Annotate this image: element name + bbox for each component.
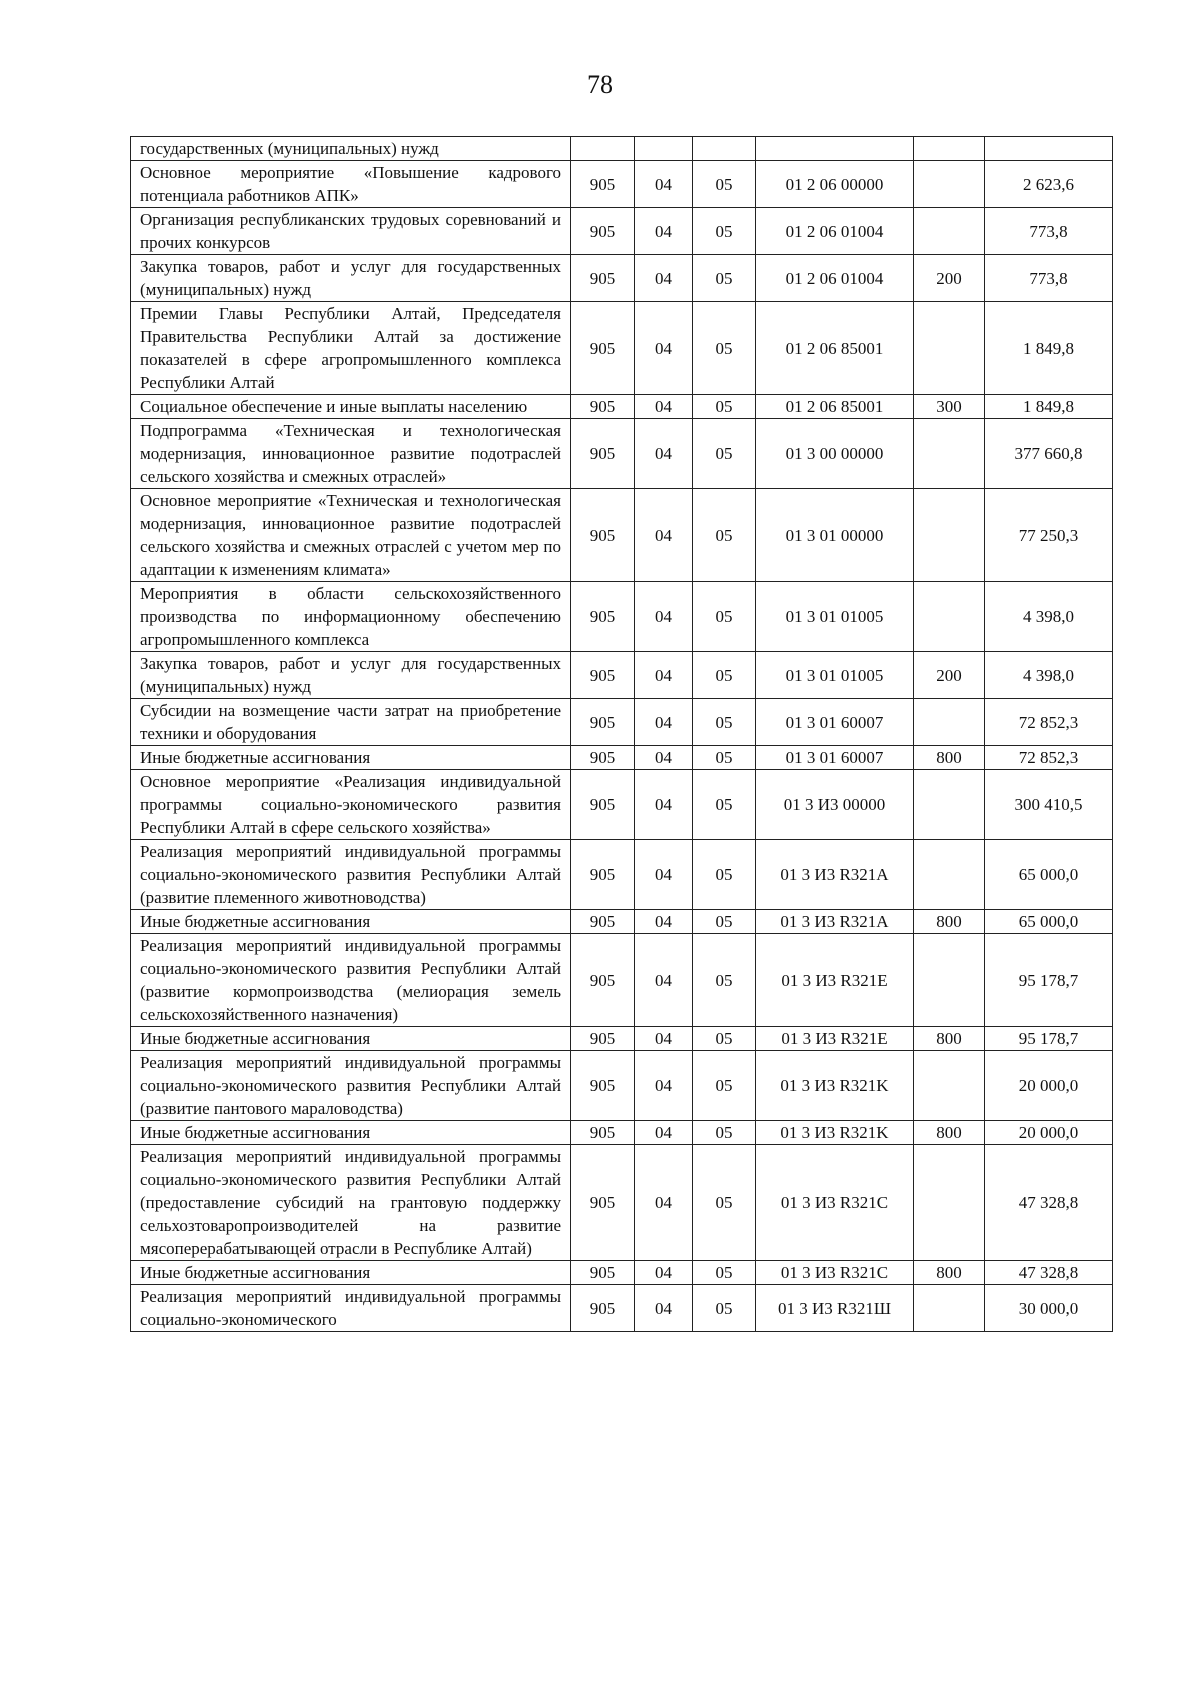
- row-name-cell: государственных (муниципальных) нужд: [131, 137, 571, 161]
- subsection-code-cell: 05: [693, 934, 756, 1027]
- expense-type-cell: [914, 489, 985, 582]
- table-row: [131, 208, 1113, 255]
- grbs-code-cell: 905: [571, 1051, 635, 1121]
- subsection-code-cell: 05: [693, 1051, 756, 1121]
- amount-cell: 65 000,0: [985, 910, 1113, 934]
- amount-cell: 47 328,8: [985, 1261, 1113, 1285]
- section-code-cell: 04: [635, 1027, 693, 1051]
- row-name-cell: Реализация мероприятий индивидуальной программы социально-экономического развития Республики Алтай (развитие племенного животноводства): [131, 840, 571, 910]
- row-name-cell: Реализация мероприятий индивидуальной программы социально-экономического: [131, 1285, 571, 1332]
- subsection-code-cell: 05: [693, 1121, 756, 1145]
- expense-type-cell: [914, 934, 985, 1027]
- expense-type-cell: [914, 582, 985, 652]
- expense-type-cell: 800: [914, 1027, 985, 1051]
- expense-type-cell: [914, 1145, 985, 1261]
- table-row: [131, 489, 1113, 582]
- expense-type-cell: 200: [914, 652, 985, 699]
- section-code-cell: 04: [635, 746, 693, 770]
- expense-type-cell: 200: [914, 255, 985, 302]
- expense-type-cell: [914, 1285, 985, 1332]
- section-code-cell: 04: [635, 1261, 693, 1285]
- expense-type-cell: [914, 302, 985, 395]
- target-article-cell: 01 3 И3 R321A: [756, 840, 914, 910]
- target-article-cell: 01 2 06 85001: [756, 395, 914, 419]
- budget-table-body: [131, 137, 1113, 1332]
- subsection-code-cell: 05: [693, 1145, 756, 1261]
- amount-cell: 30 000,0: [985, 1285, 1113, 1332]
- target-article-cell: [756, 137, 914, 161]
- grbs-code-cell: 905: [571, 910, 635, 934]
- page-number: 78: [587, 70, 613, 99]
- target-article-cell: 01 3 И3 R321E: [756, 934, 914, 1027]
- amount-cell: 47 328,8: [985, 1145, 1113, 1261]
- subsection-code-cell: 05: [693, 208, 756, 255]
- row-name-cell: Реализация мероприятий индивидуальной программы социально-экономического развития Республики Алтай (предоставление субсидий на грантовую поддержку сельхозтоваропроизводителей на развитие мясоперерабатывающей отрасли в Республике Алтай): [131, 1145, 571, 1261]
- grbs-code-cell: 905: [571, 770, 635, 840]
- subsection-code-cell: 05: [693, 419, 756, 489]
- subsection-code-cell: 05: [693, 746, 756, 770]
- subsection-code-cell: 05: [693, 699, 756, 746]
- row-name-cell: Иные бюджетные ассигнования: [131, 746, 571, 770]
- section-code-cell: 04: [635, 840, 693, 910]
- target-article-cell: 01 2 06 01004: [756, 255, 914, 302]
- subsection-code-cell: 05: [693, 1285, 756, 1332]
- amount-cell: 95 178,7: [985, 934, 1113, 1027]
- row-name-cell: Реализация мероприятий индивидуальной программы социально-экономического развития Республики Алтай (развитие пантового мараловодства): [131, 1051, 571, 1121]
- subsection-code-cell: 05: [693, 652, 756, 699]
- amount-cell: 72 852,3: [985, 699, 1113, 746]
- grbs-code-cell: [571, 137, 635, 161]
- subsection-code-cell: 05: [693, 770, 756, 840]
- target-article-cell: 01 2 06 00000: [756, 161, 914, 208]
- table-row: [131, 699, 1113, 746]
- grbs-code-cell: 905: [571, 255, 635, 302]
- expense-type-cell: [914, 840, 985, 910]
- grbs-code-cell: 905: [571, 1121, 635, 1145]
- table-row: [131, 910, 1113, 934]
- amount-cell: 4 398,0: [985, 582, 1113, 652]
- grbs-code-cell: 905: [571, 489, 635, 582]
- table-row: [131, 582, 1113, 652]
- table-row: [131, 137, 1113, 161]
- amount-cell: 95 178,7: [985, 1027, 1113, 1051]
- subsection-code-cell: 05: [693, 910, 756, 934]
- expense-type-cell: 800: [914, 910, 985, 934]
- row-name-cell: Иные бюджетные ассигнования: [131, 910, 571, 934]
- grbs-code-cell: 905: [571, 1285, 635, 1332]
- target-article-cell: 01 3 И3 R321C: [756, 1145, 914, 1261]
- grbs-code-cell: 905: [571, 208, 635, 255]
- expense-type-cell: [914, 1051, 985, 1121]
- section-code-cell: 04: [635, 302, 693, 395]
- expense-type-cell: [914, 208, 985, 255]
- amount-cell: 1 849,8: [985, 395, 1113, 419]
- section-code-cell: 04: [635, 770, 693, 840]
- section-code-cell: 04: [635, 1145, 693, 1261]
- grbs-code-cell: 905: [571, 161, 635, 208]
- row-name-cell: Основное мероприятие «Реализация индивидуальной программы социально-экономического развития Республики Алтай в сфере сельского хозяйства»: [131, 770, 571, 840]
- table-row: [131, 840, 1113, 910]
- target-article-cell: 01 3 И3 00000: [756, 770, 914, 840]
- grbs-code-cell: 905: [571, 1027, 635, 1051]
- amount-cell: 65 000,0: [985, 840, 1113, 910]
- row-name-cell: Иные бюджетные ассигнования: [131, 1027, 571, 1051]
- target-article-cell: 01 3 И3 R321C: [756, 1261, 914, 1285]
- section-code-cell: 04: [635, 1121, 693, 1145]
- grbs-code-cell: 905: [571, 652, 635, 699]
- expense-type-cell: 800: [914, 1261, 985, 1285]
- row-name-cell: Закупка товаров, работ и услуг для государственных (муниципальных) нужд: [131, 652, 571, 699]
- table-row: [131, 395, 1113, 419]
- target-article-cell: 01 3 И3 R321K: [756, 1121, 914, 1145]
- amount-cell: 377 660,8: [985, 419, 1113, 489]
- target-article-cell: 01 3 00 00000: [756, 419, 914, 489]
- grbs-code-cell: 905: [571, 419, 635, 489]
- table-row: [131, 770, 1113, 840]
- section-code-cell: 04: [635, 255, 693, 302]
- row-name-cell: Мероприятия в области сельскохозяйственного производства по информационному обеспечению агропромышленного комплекса: [131, 582, 571, 652]
- expense-type-cell: [914, 699, 985, 746]
- subsection-code-cell: 05: [693, 1027, 756, 1051]
- amount-cell: 20 000,0: [985, 1051, 1113, 1121]
- table-row: [131, 1285, 1113, 1332]
- table-row: [131, 1261, 1113, 1285]
- amount-cell: 4 398,0: [985, 652, 1113, 699]
- table-row: [131, 1027, 1113, 1051]
- subsection-code-cell: [693, 137, 756, 161]
- row-name-cell: Подпрограмма «Техническая и технологическая модернизация, инновационное развитие подотраслей сельского хозяйства и смежных отраслей»: [131, 419, 571, 489]
- amount-cell: 1 849,8: [985, 302, 1113, 395]
- section-code-cell: 04: [635, 582, 693, 652]
- grbs-code-cell: 905: [571, 746, 635, 770]
- section-code-cell: 04: [635, 419, 693, 489]
- section-code-cell: 04: [635, 934, 693, 1027]
- section-code-cell: 04: [635, 910, 693, 934]
- expense-type-cell: [914, 419, 985, 489]
- amount-cell: 2 623,6: [985, 161, 1113, 208]
- grbs-code-cell: 905: [571, 934, 635, 1027]
- row-name-cell: Социальное обеспечение и иные выплаты населению: [131, 395, 571, 419]
- target-article-cell: 01 2 06 85001: [756, 302, 914, 395]
- target-article-cell: 01 3 01 60007: [756, 699, 914, 746]
- budget-table: [130, 136, 1113, 1332]
- subsection-code-cell: 05: [693, 395, 756, 419]
- expense-type-cell: 300: [914, 395, 985, 419]
- amount-cell: 72 852,3: [985, 746, 1113, 770]
- section-code-cell: 04: [635, 1285, 693, 1332]
- grbs-code-cell: 905: [571, 395, 635, 419]
- grbs-code-cell: 905: [571, 1261, 635, 1285]
- section-code-cell: 04: [635, 652, 693, 699]
- target-article-cell: 01 3 01 01005: [756, 652, 914, 699]
- expense-type-cell: [914, 770, 985, 840]
- section-code-cell: [635, 137, 693, 161]
- row-name-cell: Основное мероприятие «Повышение кадрового потенциала работников АПК»: [131, 161, 571, 208]
- table-row: [131, 746, 1113, 770]
- section-code-cell: 04: [635, 1051, 693, 1121]
- subsection-code-cell: 05: [693, 489, 756, 582]
- target-article-cell: 01 3 01 60007: [756, 746, 914, 770]
- amount-cell: 77 250,3: [985, 489, 1113, 582]
- section-code-cell: 04: [635, 208, 693, 255]
- subsection-code-cell: 05: [693, 302, 756, 395]
- table-row: [131, 652, 1113, 699]
- subsection-code-cell: 05: [693, 161, 756, 208]
- target-article-cell: 01 3 01 00000: [756, 489, 914, 582]
- row-name-cell: Реализация мероприятий индивидуальной программы социально-экономического развития Республики Алтай (развитие кормопроизводства (мелиорация земель сельскохозяйственного назначения): [131, 934, 571, 1027]
- amount-cell: [985, 137, 1113, 161]
- table-row: [131, 302, 1113, 395]
- table-row: [131, 255, 1113, 302]
- row-name-cell: Основное мероприятие «Техническая и технологическая модернизация, инновационное развитие подотраслей сельского хозяйства и смежных отраслей с учетом мер по адаптации к изменениям климата»: [131, 489, 571, 582]
- target-article-cell: 01 3 И3 R321E: [756, 1027, 914, 1051]
- target-article-cell: 01 3 И3 R321K: [756, 1051, 914, 1121]
- expense-type-cell: 800: [914, 746, 985, 770]
- target-article-cell: 01 3 И3 R321A: [756, 910, 914, 934]
- table-row: [131, 161, 1113, 208]
- section-code-cell: 04: [635, 161, 693, 208]
- table-row: [131, 1145, 1113, 1261]
- amount-cell: 20 000,0: [985, 1121, 1113, 1145]
- section-code-cell: 04: [635, 489, 693, 582]
- subsection-code-cell: 05: [693, 840, 756, 910]
- amount-cell: 773,8: [985, 255, 1113, 302]
- table-row: [131, 1121, 1113, 1145]
- grbs-code-cell: 905: [571, 582, 635, 652]
- row-name-cell: Премии Главы Республики Алтай, Председателя Правительства Республики Алтай за достижение показателей в сфере агропромышленного комплекса Республики Алтай: [131, 302, 571, 395]
- target-article-cell: 01 3 И3 R321Ш: [756, 1285, 914, 1332]
- expense-type-cell: [914, 137, 985, 161]
- table-row: [131, 934, 1113, 1027]
- row-name-cell: Иные бюджетные ассигнования: [131, 1261, 571, 1285]
- row-name-cell: Субсидии на возмещение части затрат на приобретение техники и оборудования: [131, 699, 571, 746]
- row-name-cell: Организация республиканских трудовых соревнований и прочих конкурсов: [131, 208, 571, 255]
- section-code-cell: 04: [635, 699, 693, 746]
- target-article-cell: 01 2 06 01004: [756, 208, 914, 255]
- row-name-cell: Закупка товаров, работ и услуг для государственных (муниципальных) нужд: [131, 255, 571, 302]
- amount-cell: 773,8: [985, 208, 1113, 255]
- row-name-cell: Иные бюджетные ассигнования: [131, 1121, 571, 1145]
- expense-type-cell: 800: [914, 1121, 985, 1145]
- target-article-cell: 01 3 01 01005: [756, 582, 914, 652]
- subsection-code-cell: 05: [693, 255, 756, 302]
- subsection-code-cell: 05: [693, 1261, 756, 1285]
- grbs-code-cell: 905: [571, 699, 635, 746]
- amount-cell: 300 410,5: [985, 770, 1113, 840]
- subsection-code-cell: 05: [693, 582, 756, 652]
- section-code-cell: 04: [635, 395, 693, 419]
- grbs-code-cell: 905: [571, 840, 635, 910]
- grbs-code-cell: 905: [571, 1145, 635, 1261]
- table-row: [131, 419, 1113, 489]
- expense-type-cell: [914, 161, 985, 208]
- grbs-code-cell: 905: [571, 302, 635, 395]
- table-row: [131, 1051, 1113, 1121]
